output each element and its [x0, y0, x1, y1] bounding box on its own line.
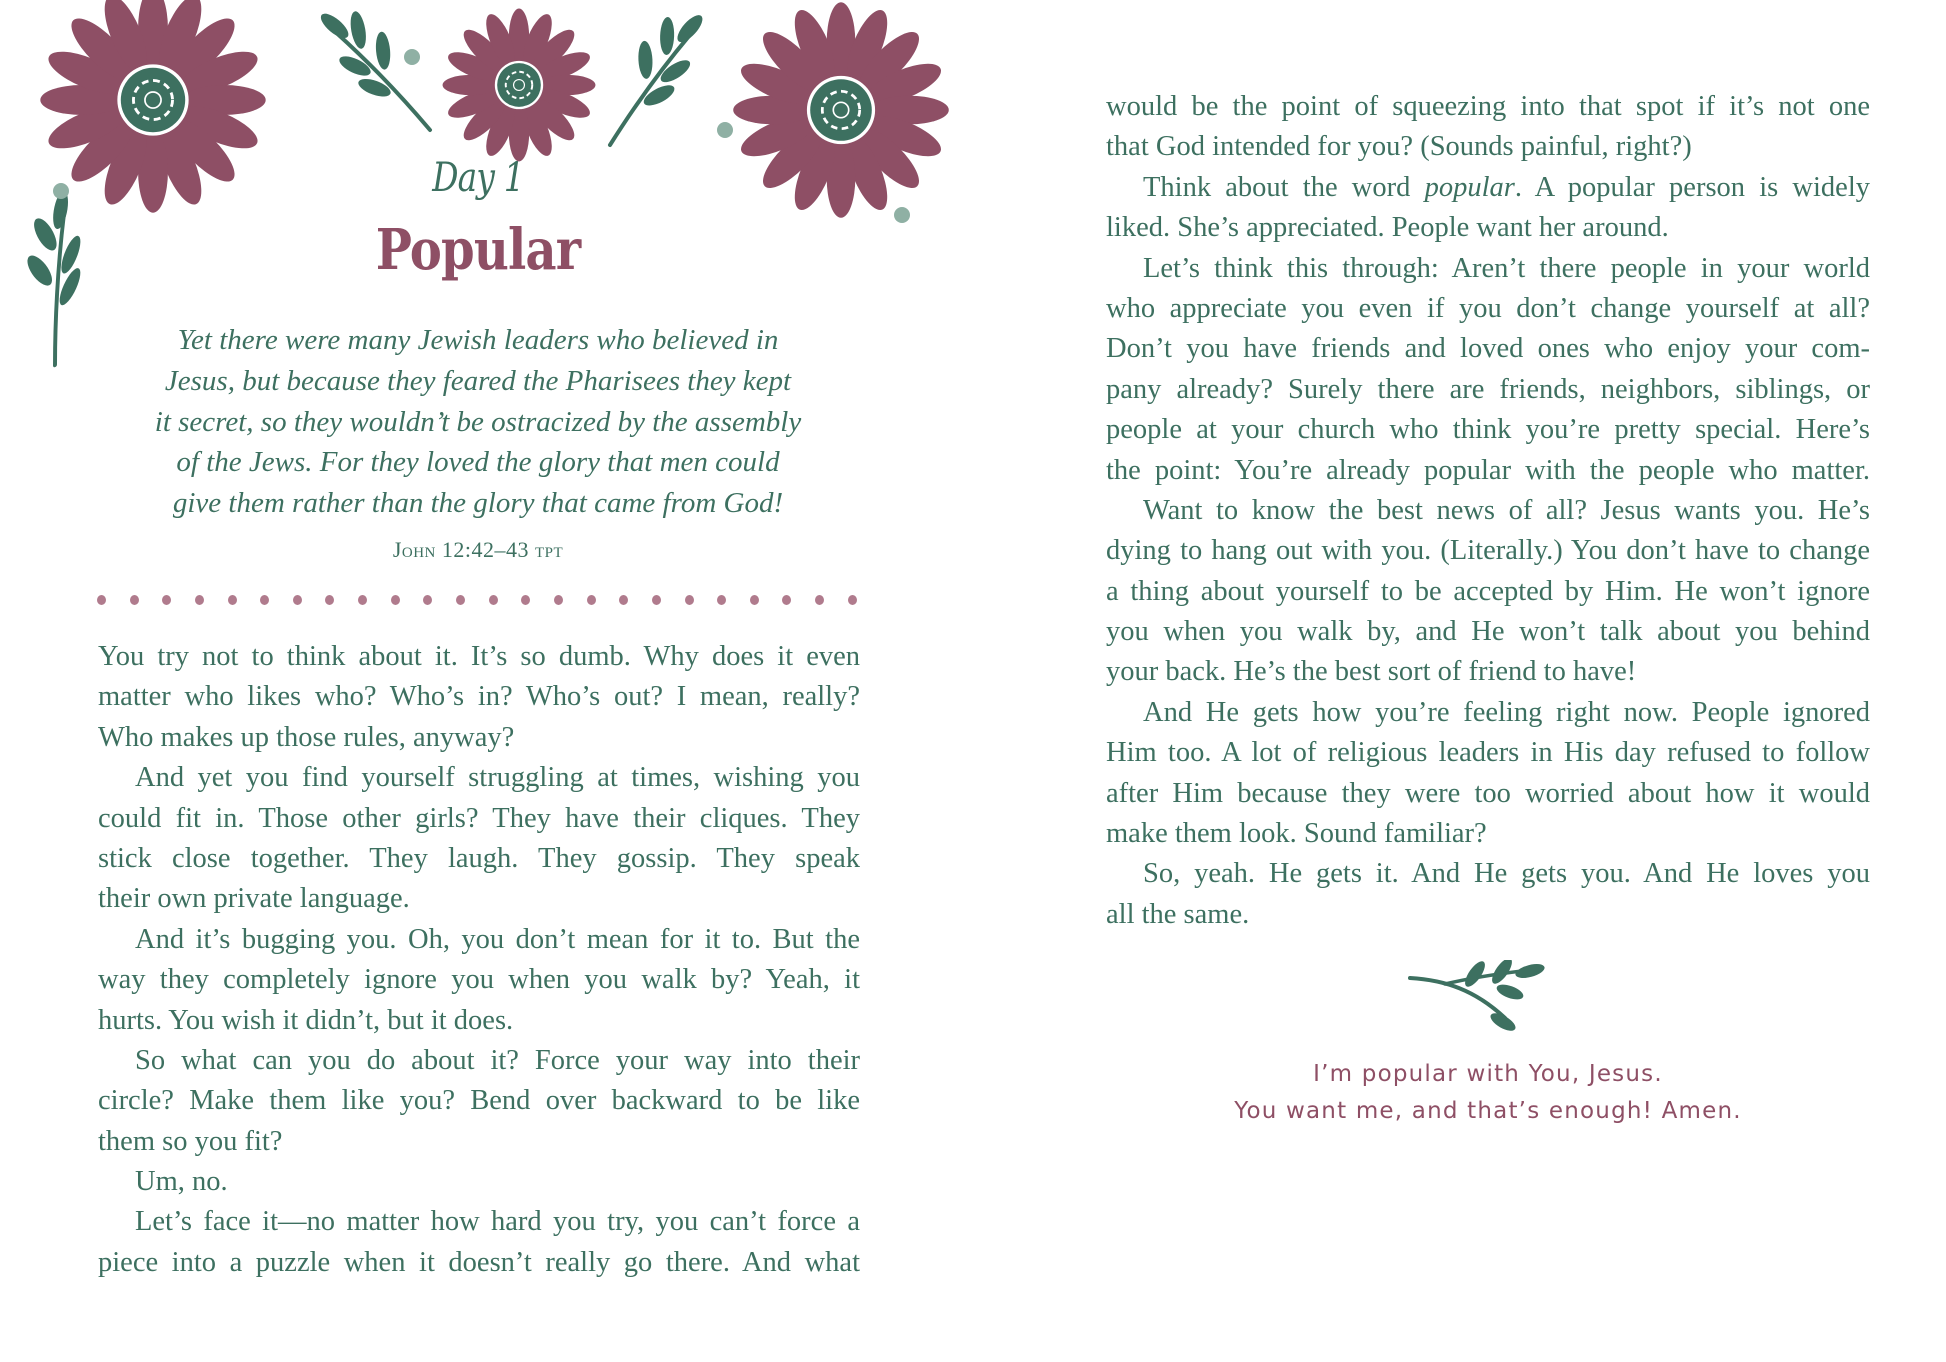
leaf-sprig-icon — [1405, 960, 1545, 1040]
text-line: could fit in. Those other girls? They have their cliques. They — [98, 802, 860, 834]
dot-icon — [894, 207, 910, 223]
divider-dot-icon — [815, 595, 824, 605]
text-line: Um, no. — [135, 1166, 228, 1198]
text-line: would be the point of squeezing into that spot if it’s not one — [1106, 91, 1870, 122]
divider-dot-icon — [97, 595, 106, 605]
page-title: Popular — [375, 217, 581, 283]
divider-dot-icon — [228, 595, 237, 605]
text-line: hurts. You wish it didn’t, but it does. — [98, 1004, 514, 1036]
scripture-reference — [278, 535, 678, 565]
text-line: You try not to think about it. It’s so dumb. Why does it even — [98, 641, 860, 672]
text-line: Let’s face it—no matter how hard you try, you can’t force a — [135, 1206, 860, 1238]
divider-dot-icon — [260, 595, 269, 605]
text-line: the point: You’re already popular with the people who matter. — [1106, 454, 1870, 486]
divider-dot-icon — [325, 595, 334, 605]
dot-icon — [404, 49, 420, 65]
divider-dot-icon — [750, 595, 759, 605]
daisy-flower-icon — [443, 9, 596, 162]
text-line: And He gets how you’re feeling right now. People ignored — [1143, 696, 1870, 728]
verse-line: of the Jews. For they loved the glory that men could — [176, 446, 780, 479]
divider-dot-icon — [848, 595, 857, 605]
text-line: liked. She’s appreciated. People want her around. — [1106, 212, 1669, 244]
text-segment: Think about the word — [1143, 171, 1425, 203]
divider-dot-icon — [489, 595, 498, 605]
divider-dot-icon — [554, 595, 563, 605]
divider-dot-icon — [391, 595, 400, 605]
text-line: So, yeah. He gets it. And He gets you. And He loves you — [1143, 858, 1870, 890]
text-line: after Him because they were too worried about how it would — [1106, 777, 1870, 809]
divider-dot-icon — [423, 595, 432, 605]
text-line: people at your church who think you’re pretty special. Here’s — [1106, 414, 1870, 446]
left-body-text — [98, 637, 860, 1283]
divider-dot-icon — [293, 595, 302, 605]
divider-dot-icon — [456, 595, 465, 605]
divider-dot-icon — [619, 595, 628, 605]
text-line: who appreciate you even if you don’t change yourself at all? — [1106, 292, 1870, 324]
prayer-line: You want me, and that’s enough! Amen. — [1234, 1098, 1742, 1124]
dotted-divider — [97, 594, 857, 606]
verse-line: give them rather than the glory that came from God! — [172, 487, 784, 520]
text-line: Who makes up those rules, anyway? — [98, 721, 515, 753]
dot-icon — [53, 183, 69, 199]
text-line: all the same. — [1106, 898, 1250, 930]
reference-chapter-verse: 12:42–43 — [441, 537, 529, 562]
text-line: So what can you do about it? Force your way into their — [135, 1044, 860, 1076]
text-line: dying to hang out with you. (Literally.) You don’t have to change — [1106, 535, 1870, 567]
text-line: Him too. A lot of religious leaders in His day refused to follow — [1106, 737, 1870, 769]
reference-version: tpt — [535, 537, 564, 562]
day-label: Day 1 — [432, 155, 524, 201]
text-line: Don’t you have friends and loved ones who enjoy your com- — [1106, 333, 1870, 365]
text-line — [1106, 168, 1870, 208]
right-body-text — [1106, 87, 1870, 935]
divider-dot-icon — [358, 595, 367, 605]
text-line: Want to know the best news of all? Jesus wants you. He’s — [1143, 494, 1870, 526]
divider-dot-icon — [652, 595, 661, 605]
verse-line: Jesus, but because they feared the Pharisees they kept — [164, 364, 792, 397]
text-line: circle? Make them like you? Bend over backward to be like — [98, 1085, 860, 1117]
text-line: And yet you find yourself struggling at times, wishing you — [135, 762, 860, 794]
text-line: And it’s bugging you. Oh, you don’t mean for it to. But the — [135, 923, 860, 955]
divider-dot-icon — [587, 595, 596, 605]
text-line: make them look. Sound familiar? — [1106, 818, 1487, 850]
dot-icon — [717, 122, 733, 138]
leaf-sprig-icon — [577, 4, 734, 145]
closing-prayer — [1106, 1056, 1870, 1130]
prayer-line: I’m popular with You, Jesus. — [1313, 1061, 1663, 1087]
divider-dot-icon — [195, 595, 204, 605]
leaf-sprig-icon — [0, 182, 138, 365]
text-segment: . A popular person is widely — [1514, 171, 1870, 203]
divider-dot-icon — [130, 595, 139, 605]
text-line: that God intended for you? (Sounds painful, right?) — [1106, 131, 1692, 163]
emphasized-word: popular — [1424, 171, 1515, 203]
text-line: stick close together. They laugh. They gossip. They speak — [98, 842, 860, 874]
daisy-flower-icon — [40, 0, 265, 213]
reference-book: John — [392, 537, 436, 562]
text-line: a thing about yourself to be accepted by Him. He won’t ignore — [1106, 575, 1870, 607]
verse-line: Yet there were many Jewish leaders who believed in — [177, 324, 779, 356]
text-line: your back. He’s the best sort of friend to have! — [1106, 656, 1637, 688]
divider-dot-icon — [685, 595, 694, 605]
scripture-verse — [120, 320, 836, 524]
divider-dot-icon — [717, 595, 726, 605]
text-line: way they completely ignore you when you walk by? Yeah, it — [98, 964, 860, 996]
text-line: Let’s think this through: Aren’t there people in your world — [1143, 252, 1870, 284]
leaf-sprig-icon — [302, 3, 449, 130]
text-line: pany already? Surely there are friends, neighbors, siblings, or — [1106, 373, 1870, 405]
verse-line: it secret, so they wouldn’t be ostracized by the assembly — [154, 405, 802, 438]
daisy-flower-icon — [733, 2, 949, 218]
divider-dot-icon — [162, 595, 171, 605]
text-line: piece into a puzzle when it doesn’t really go there. And what — [98, 1246, 860, 1278]
divider-dot-icon — [782, 595, 791, 605]
text-line: them so you fit? — [98, 1125, 283, 1157]
text-line: their own private language. — [98, 883, 410, 915]
text-line: matter who likes who? Who’s in? Who’s out? I mean, really? — [98, 681, 860, 713]
text-line: you when you walk by, and He won’t talk about you behind — [1106, 616, 1870, 648]
divider-dot-icon — [521, 595, 530, 605]
